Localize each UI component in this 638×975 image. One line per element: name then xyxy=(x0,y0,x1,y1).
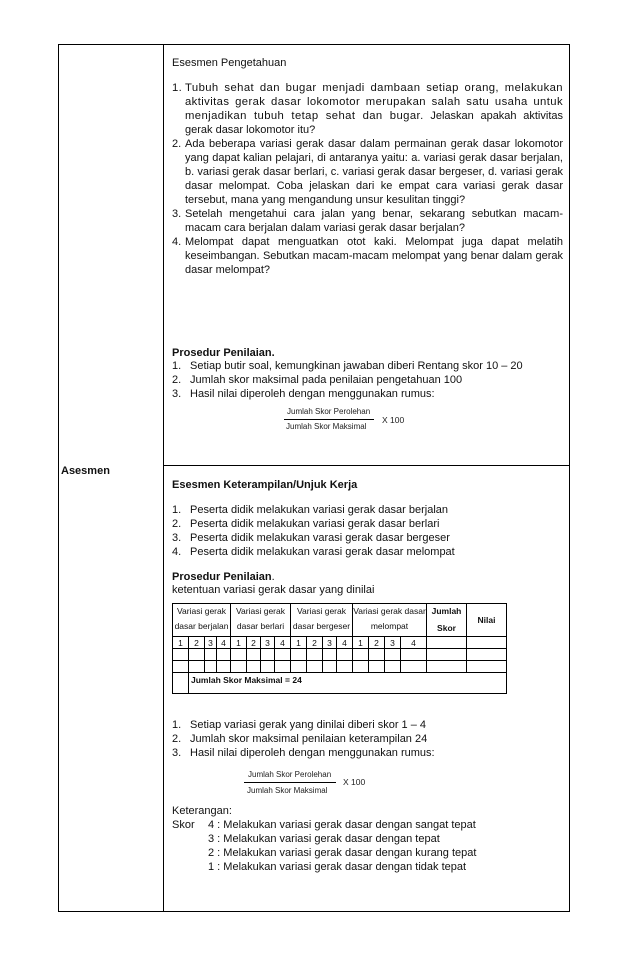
procedure-item xyxy=(172,373,563,387)
skill-procedure-title: Prosedur Penilaian xyxy=(172,571,272,583)
rubric-empty-row xyxy=(173,649,507,661)
legend-item: 3 : Melakukan variasi gerak dasar dengan tepat xyxy=(208,833,440,845)
score-cell: 4 xyxy=(401,637,427,649)
procedure-item xyxy=(172,718,563,732)
skill-item xyxy=(172,517,563,531)
skill-item-number: 2. xyxy=(172,518,182,530)
formula-denominator: Jumlah Skor Maksimal xyxy=(247,786,328,795)
skill-item xyxy=(172,531,563,545)
legend-item: 1 : Melakukan variasi gerak dasar dengan tidak tepat xyxy=(208,861,467,873)
rubric-header-jumlah: Jumlah xyxy=(431,606,462,616)
question-text: Setelah mengetahui cara jalan yang benar, sekarang sebutkan macam-macam cara berjalan dalam variasi gerak dasar berjalan? xyxy=(185,208,563,234)
skill-item-list xyxy=(172,503,563,559)
rubric-empty-row xyxy=(173,661,507,673)
score-cell: 2 xyxy=(189,637,205,649)
rubric-table xyxy=(172,603,507,694)
rubric-header-skor: Skor xyxy=(437,623,456,633)
formula-denominator: Jumlah Skor Maksimal xyxy=(286,422,367,431)
rubric-header-bergeser: Variasi gerak dasar bergeser xyxy=(291,604,353,637)
procedure-text: Jumlah skor maksimal penilaian keterampilan 24 xyxy=(190,733,428,745)
rubric-max-score: Jumlah Skor Maksimal = 24 xyxy=(189,673,507,694)
question-number: 4. xyxy=(172,236,182,248)
formula-fraction-bar xyxy=(244,782,336,783)
skill-section xyxy=(172,479,563,874)
rubric-header-berlari: Variasi gerak dasar berlari xyxy=(231,604,291,637)
score-cell: 1 xyxy=(353,637,369,649)
question-text: Ada beberapa variasi gerak dasar dalam permainan gerak dasar lokomotor yang dapat kalian pelajari, di antaranya yaitu: a. variasi gerak dasar berjalan, b. variasi gerak dasar berlari, c. variasi gerak dasar bergeser, d. variasi gerak dasar melompat. Coba jelaskan dari ke empat cara variasi gerak dasar tersebut, mana yang mengandung unsur kesulitan tinggi? xyxy=(185,138,563,206)
skill-formula xyxy=(172,766,563,798)
score-cell: 3 xyxy=(205,637,217,649)
procedure-item xyxy=(172,387,563,401)
question-number: 2. xyxy=(172,138,182,150)
score-cell: 4 xyxy=(217,637,231,649)
formula-fraction-bar xyxy=(284,419,374,420)
question-item xyxy=(172,235,563,277)
legend-item: 2 : Melakukan variasi gerak dasar dengan kurang tepat xyxy=(208,847,477,859)
question-number: 3. xyxy=(172,208,182,220)
score-cell: 4 xyxy=(275,637,291,649)
procedure-item xyxy=(172,746,563,760)
legend-item xyxy=(172,818,563,832)
procedure-text: Hasil nilai diperoleh dengan menggunakan rumus: xyxy=(190,388,435,400)
question-tail: Jelaskan apakah aktivitas gerak dasar lokomotor itu? xyxy=(185,110,563,136)
skill-item xyxy=(172,545,563,559)
score-cell: 3 xyxy=(385,637,401,649)
legend-text: 4 : Melakukan variasi gerak dasar dengan sangat tepat xyxy=(208,819,476,831)
skill-item xyxy=(172,503,563,517)
skill-title: Esesmen Keterampilan/Unjuk Kerja xyxy=(172,479,358,491)
question-item xyxy=(172,137,563,207)
score-cell: 3 xyxy=(323,637,337,649)
formula-numerator: Jumlah Skor Perolehan xyxy=(287,407,371,416)
score-cell: 1 xyxy=(173,637,189,649)
procedure-item xyxy=(172,732,563,746)
score-cell: 1 xyxy=(291,637,307,649)
skill-item-number: 1. xyxy=(172,504,182,516)
question-item xyxy=(172,81,563,137)
skill-item-text: Peserta didik melakukan variasi gerak dasar berlari xyxy=(190,518,440,530)
rubric-max-row xyxy=(173,673,507,694)
score-cell: 2 xyxy=(247,637,261,649)
procedure-number: 3. xyxy=(172,747,182,759)
skill-item-number: 3. xyxy=(172,532,182,544)
procedure-text: Setiap butir soal, kemungkinan jawaban diberi Rentang skor 10 – 20 xyxy=(190,360,523,372)
procedure-text: Hasil nilai diperoleh dengan menggunakan rumus: xyxy=(190,747,435,759)
skill-procedure-heading xyxy=(172,571,563,583)
legend xyxy=(172,804,563,874)
procedure-number: 3. xyxy=(172,388,182,400)
skill-procedure-list xyxy=(172,718,563,760)
knowledge-procedure-title: Prosedur Penilaian. xyxy=(172,347,275,359)
rubric-score-row xyxy=(173,637,507,649)
skill-item-number: 4. xyxy=(172,546,182,558)
score-cell: 2 xyxy=(307,637,323,649)
skill-item-text: Peserta didik melakukan variasi gerak dasar berjalan xyxy=(190,504,449,516)
question-number: 1. xyxy=(172,82,183,94)
column-divider xyxy=(163,45,164,911)
skill-item-text: Peserta didik melakukan varasi gerak dasar melompat xyxy=(190,546,455,558)
procedure-text: Setiap variasi gerak yang dinilai diberi skor 1 – 4 xyxy=(190,719,427,731)
rubric-header-nilai: Nilai xyxy=(467,604,507,637)
score-cell: 2 xyxy=(369,637,385,649)
formula-numerator: Jumlah Skor Perolehan xyxy=(248,770,332,779)
skill-procedure-dot: . xyxy=(271,571,275,583)
formula-multiplier: X 100 xyxy=(343,777,366,787)
rubric-header-berjalan: Variasi gerak dasar berjalan xyxy=(173,604,231,637)
skill-procedure-note: ketentuan variasi gerak dasar yang dinilai xyxy=(172,584,375,596)
rubric-header-jumlah-skor xyxy=(427,604,467,637)
knowledge-section xyxy=(172,57,563,437)
procedure-number: 1. xyxy=(172,360,182,372)
score-cell: 3 xyxy=(261,637,275,649)
rubric-header-melompat: Variasi gerak dasar melompat xyxy=(353,604,427,637)
question-item xyxy=(172,207,563,235)
procedure-number: 1. xyxy=(172,719,182,731)
nilai-cell xyxy=(467,637,507,649)
knowledge-title: Esesmen Pengetahuan xyxy=(172,57,287,69)
knowledge-formula xyxy=(172,407,563,437)
assessment-table xyxy=(58,44,570,912)
legend-title: Keterangan: xyxy=(172,805,232,817)
score-cell: 4 xyxy=(337,637,353,649)
procedure-text: Jumlah skor maksimal pada penilaian pengetahuan 100 xyxy=(190,374,463,386)
row-label-asesmen: Asesmen xyxy=(61,465,110,477)
question-text: Melompat dapat menguatkan otot kaki. Melompat juga dapat melatih keseimbangan. Sebutkan macam-macam melompat yang benar dalam gerak dasar melompat? xyxy=(185,236,563,276)
row-divider xyxy=(163,465,569,466)
procedure-item xyxy=(172,359,563,373)
legend-prefix: Skor xyxy=(172,819,195,831)
procedure-number: 2. xyxy=(172,374,182,386)
skill-item-text: Peserta didik melakukan varasi gerak dasar bergeser xyxy=(190,532,450,544)
procedure-number: 2. xyxy=(172,733,182,745)
jumlah-cell xyxy=(427,637,467,649)
knowledge-procedure-list xyxy=(172,359,563,401)
formula-multiplier: X 100 xyxy=(382,415,405,425)
score-cell: 1 xyxy=(231,637,247,649)
question-text: Tubuh sehat dan bugar menjadi dambaan setiap orang, melakukan aktivitas gerak dasar lokomotor merupakan salah satu usaha untuk menjadikan tubuh tetap sehat dan bugar. xyxy=(185,82,563,122)
question-list xyxy=(172,81,563,277)
